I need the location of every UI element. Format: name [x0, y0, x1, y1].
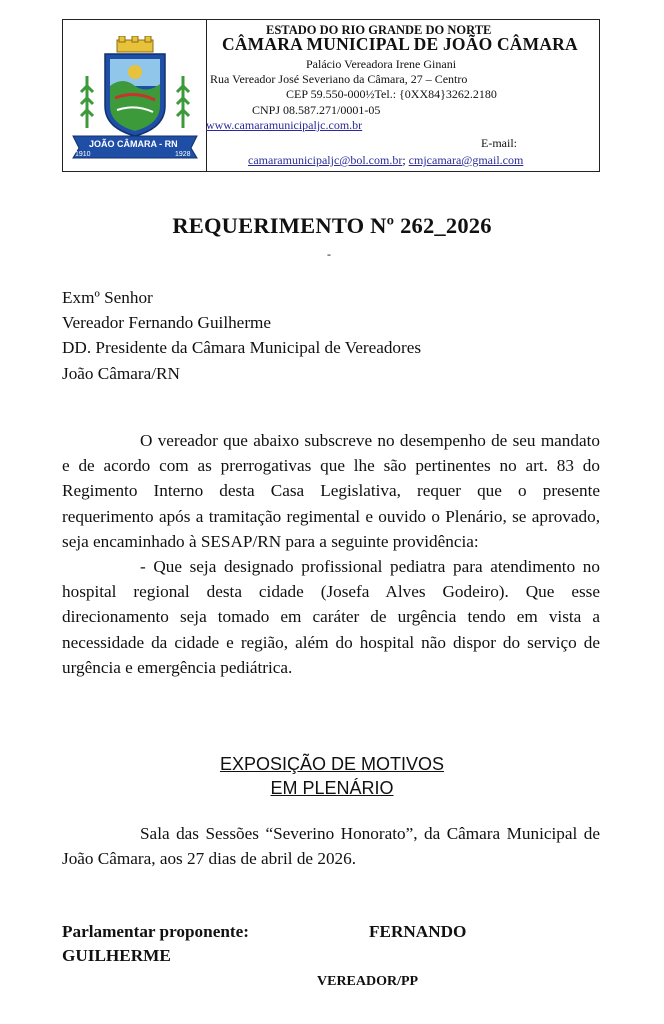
website-line — [206, 118, 362, 132]
request-item — [62, 554, 600, 680]
logo-banner-text: JOÃO CÂMARA - RN — [89, 139, 178, 149]
addressee-line: Vereador Fernando Guilherme — [62, 313, 272, 333]
addressee-block — [62, 285, 600, 386]
email-link-bol[interactable]: camaramunicipaljc@bol.com.br — [248, 153, 403, 167]
addressee-line: DD. Presidente da Câmara Municipal de Vereadores — [62, 338, 422, 358]
street-address: Rua Vereador José Severiano da Câmara, 27 – Centro — [210, 72, 468, 86]
email-line — [248, 153, 523, 167]
request-paragraph-text: O vereador que abaixo subscreve no desempenho de seu mandato e de acordo com as prerrogativas que lhe são pertinentes no art. 83 do Regimento Interno desta Casa Legislativa, requer que o presente requerimento após a tramitação regimental e ouvido o Plenário, se aprovado, seja encaminhado à SESAP/RN para a seguinte providência: — [62, 431, 600, 551]
exposicao-line: EM PLENÁRIO — [270, 778, 394, 798]
signature-name-last: GUILHERME — [62, 946, 171, 965]
addressee-line: João Câmara/RN — [62, 363, 180, 383]
exposicao-heading — [0, 752, 664, 800]
title-mark: - — [327, 247, 331, 261]
exposicao-line: EXPOSIÇÃO DE MOTIVOS — [219, 754, 445, 774]
document-title: REQUERIMENTO Nº 262_2026 — [172, 213, 492, 238]
letterhead — [62, 19, 600, 172]
cnpj: CNPJ 08.587.271/0001-05 — [252, 103, 381, 117]
signature-role: VEREADOR/PP — [317, 974, 419, 989]
request-body — [62, 428, 600, 680]
website-link[interactable]: www.camaramunicipaljc.com.br — [206, 118, 363, 132]
email-link-gmail[interactable]: cmjcamara@gmail.com — [408, 153, 524, 167]
email-separator: ; — [402, 153, 406, 167]
logo-year-left: 1910 — [75, 151, 91, 158]
state-name: ESTADO DO RIO GRANDE DO NORTE — [266, 23, 492, 37]
cep-phone: CEP 59.550-000½Tel.: {0XX84}3262.2180 — [286, 87, 497, 101]
signature-label: Parlamentar proponente: — [62, 922, 249, 941]
session-text: Sala das Sessões “Severino Honorato”, da Câmara Municipal de João Câmara, aos 27 dias de abril de 2026. — [62, 824, 600, 869]
letterhead-info — [206, 20, 599, 171]
palace-name: Palácio Vereadora Irene Ginani — [306, 57, 457, 71]
signature-name-first: FERNANDO — [369, 922, 467, 941]
coat-of-arms-cell — [63, 20, 207, 171]
logo-year-right: 1928 — [175, 151, 191, 158]
session-paragraph — [62, 821, 600, 871]
addressee-line: Exmº Senhor — [62, 288, 153, 307]
request-item-text: - Que seja designado profissional pediatra para atendimento no hospital regional desta cidade (Josefa Alves Godeiro). Que esse direcionamento seja tomado em caráter de urgência tendo em vista a necessidade da cidade e região, além do hospital não dispor do serviço de urgência e emergência pediátrica. — [62, 557, 600, 677]
request-paragraph — [62, 428, 600, 554]
chamber-name: CÂMARA MUNICIPAL DE JOÃO CÂMARA — [222, 34, 578, 54]
email-label: E-mail: — [481, 136, 517, 150]
